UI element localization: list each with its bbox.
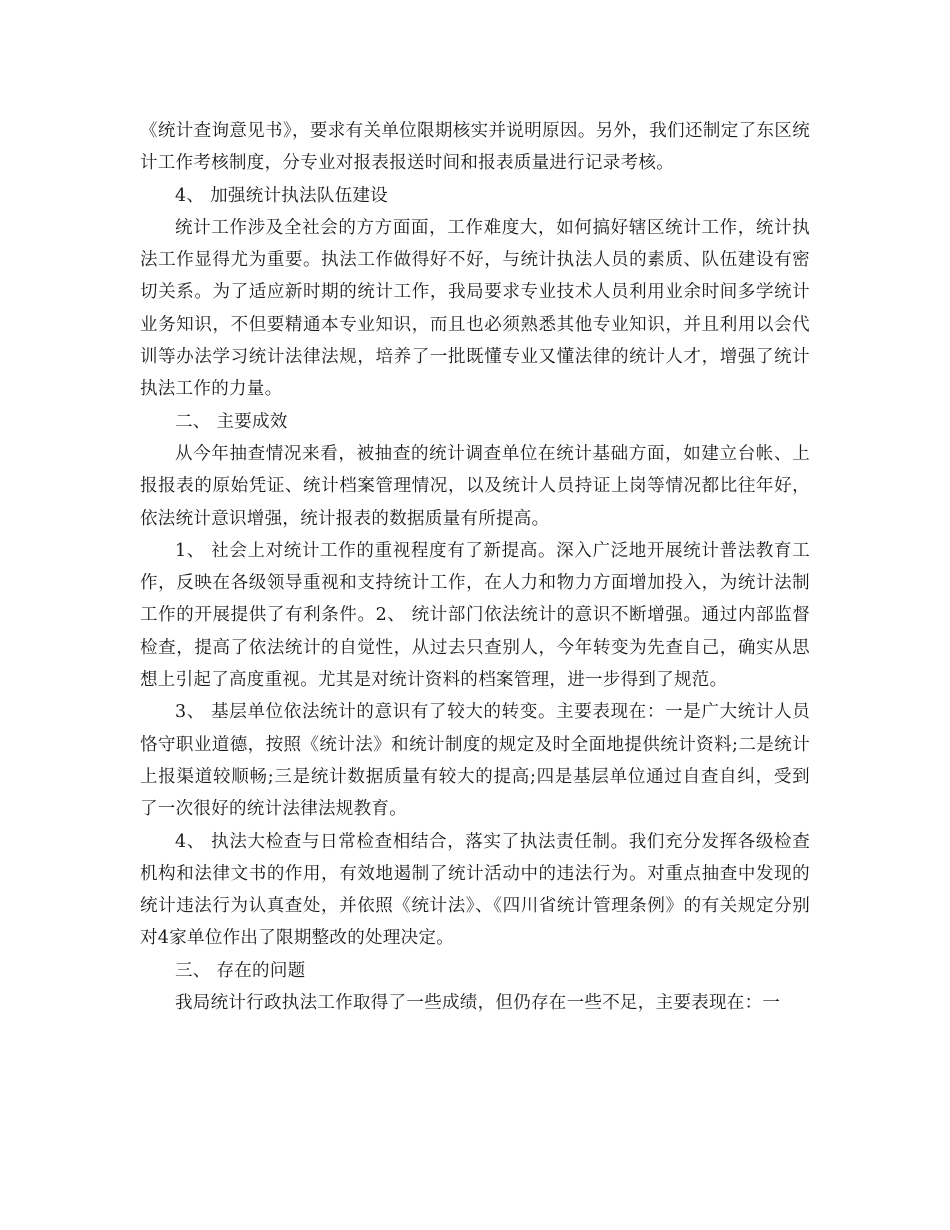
paragraph-result-3: 3、 基层单位依法统计的意识有了较大的转变。主要表现在：一是广大统计人员恪守职业道德，按照《统计法》和统计制度的规定及时全面地提供统计资料;二是统计上报渠道较顺畅;三是统计数据质量有较大的提高;四是基层单位通过自查自纠，受到了一次很好的统计法律法规教育。 (140, 702, 810, 820)
paragraph-result-1-2: 1、 社会上对统计工作的重视程度有了新提高。深入广泛地开展统计普法教育工作，反映在各级领导重视和支持统计工作，在人力和物力方面增加投入，为统计法制工作的开展提供了有利条件。2、 统计部门依法统计的意识不断增强。通过内部监督检查，提高了依法统计的自觉性，从过去只查别人，今年转变为先查自己，确实从思想上引起了高度重视。尤其是对统计资料的档案管理，进一步得到了规范。 (140, 540, 810, 691)
paragraph-team-building: 统计工作涉及全社会的方方面面，工作难度大，如何搞好辖区统计工作，统计执法工作显得尤为重要。执法工作做得好不好，与统计执法人员的素质、队伍建设有密切关系。为了适应新时期的统计工作，我局要求专业技术人员利用业余时间多学统计业务知识，不但要精通本专业知识，而且也必须熟悉其他专业知识，并且利用以会代训等办法学习统计法律法规，培养了一批既懂专业又懂法律的统计人才，增强了统计执法工作的力量。 (140, 217, 810, 400)
paragraph-result-4: 4、 执法大检查与日常检查相结合，落实了执法责任制。我们充分发挥各级检查机构和法律文书的作用，有效地遏制了统计活动中的违法行为。对重点抽查中发现的统计违法行为认真查处，并依照《统计法》、《四川省统计管理条例》的有关规定分别对4家单位作出了限期整改的处理决定。 (140, 831, 810, 949)
paragraph-problems-intro: 我局统计行政执法工作取得了一些成绩，但仍存在一些不足，主要表现在：一 (175, 993, 781, 1014)
section-heading-main-results: 二、 主要成效 (175, 411, 288, 432)
paragraph-continuation: 《统计查询意见书》，要求有关单位限期核实并说明原因。另外，我们还制定了东区统计工作考核制度，分专业对报表报送时间和报表质量进行记录考核。 (140, 121, 810, 174)
document-page (140, 115, 810, 1019)
section-heading-4: 4、 加强统计执法队伍建设 (175, 185, 389, 206)
section-heading-problems: 三、 存在的问题 (175, 960, 306, 981)
paragraph-results-intro: 从今年抽查情况来看，被抽查的统计调查单位在统计基础方面，如建立台帐、上报报表的原始凭证、统计档案管理情况，以及统计人员持证上岗等情况都比往年好，依法统计意识增强，统计报表的数据质量有所提高。 (140, 443, 810, 529)
